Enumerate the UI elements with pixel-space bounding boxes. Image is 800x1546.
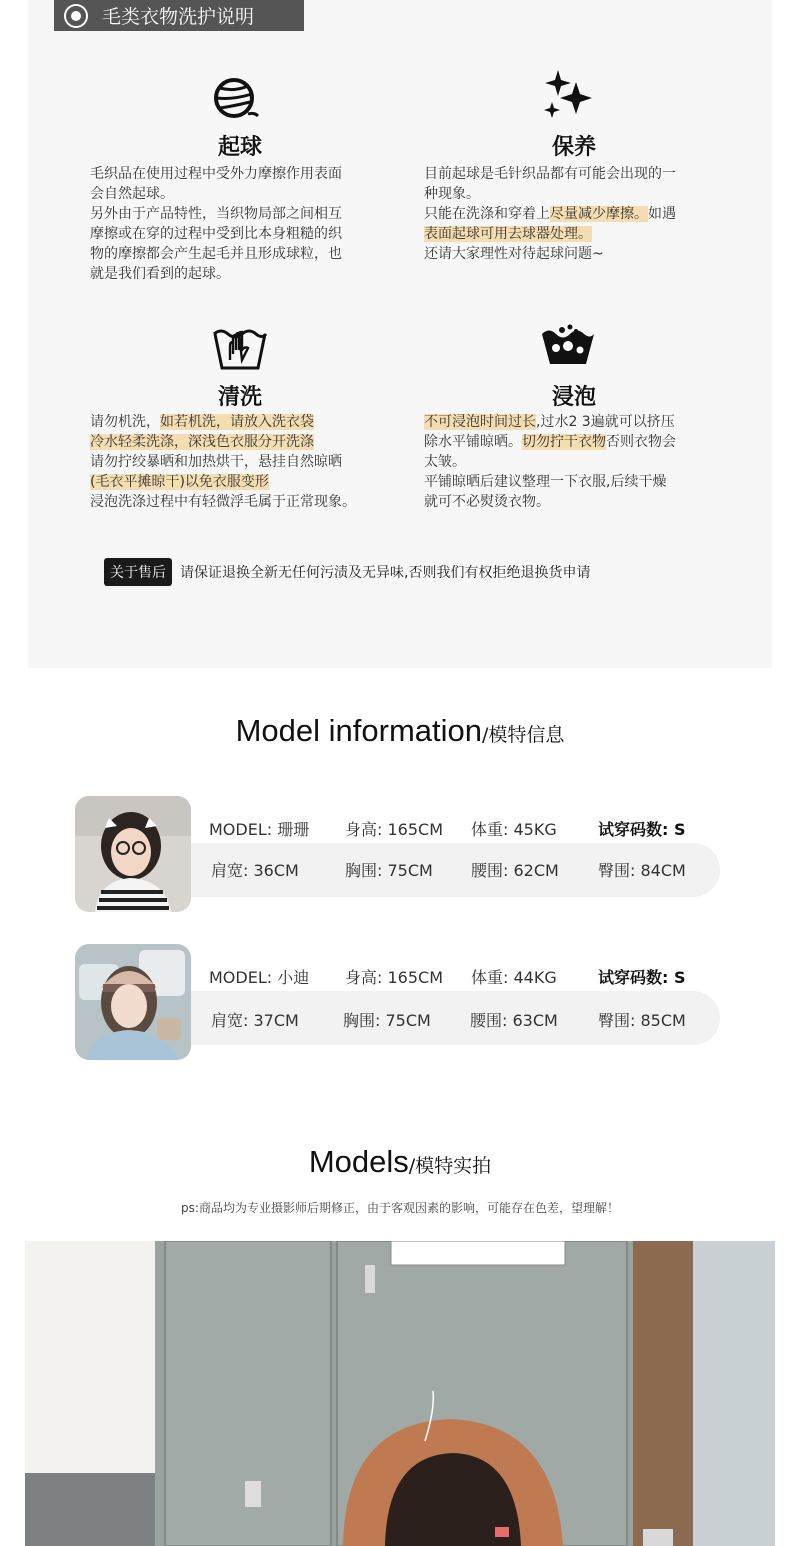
brand-logo-icon	[64, 4, 88, 28]
highlighted-text: 如若机洗，请放入洗衣袋	[160, 414, 314, 430]
model-name: MODEL: 小迪	[209, 968, 310, 987]
model-info-title-en: Model information	[235, 713, 482, 748]
care-text: 否则衣物会	[606, 434, 676, 450]
care-desc-line	[90, 164, 342, 184]
model-waist: 腰围: 63CM	[470, 1011, 558, 1030]
care-text: 如遇	[648, 206, 676, 222]
model-weight: 体重: 45KG	[471, 820, 557, 839]
models-title-en: Models	[308, 1144, 409, 1179]
highlighted-text: 不可浸泡时间过长	[424, 414, 536, 430]
model-photo-large	[25, 1241, 775, 1546]
care-desc-line	[90, 412, 356, 432]
care-desc-line	[424, 472, 676, 492]
care-desc-line	[424, 204, 676, 224]
model-info-title-cn: /模特信息	[482, 724, 565, 746]
model-height: 身高: 165CM	[345, 968, 443, 987]
care-text: 浸泡洗涤过程中有轻微浮毛属于正常现象。	[90, 494, 356, 510]
care-text: 只能在洗涤和穿着上	[424, 206, 550, 222]
model-photo	[75, 944, 191, 1060]
model-card	[75, 796, 720, 912]
care-text: 目前起球是毛针织品都有可能会出现的一	[424, 166, 676, 182]
care-desc-line	[424, 164, 676, 184]
model-card	[75, 944, 720, 1060]
care-title-pilling: 起球	[217, 135, 262, 160]
sparkle-icon	[540, 68, 594, 124]
model-weight: 体重: 44KG	[471, 968, 557, 987]
soak-basin-icon	[540, 324, 596, 366]
model-name: MODEL: 珊珊	[209, 820, 310, 839]
care-desc-line	[424, 432, 676, 452]
care-header-title: 毛类衣物洗护说明	[102, 6, 255, 28]
highlighted-text: 尽量减少摩擦。	[550, 206, 648, 222]
care-desc-line	[90, 264, 342, 284]
care-desc-line	[424, 452, 676, 472]
care-text: 另外由于产品特性，当织物局部之间相互	[90, 206, 342, 222]
hand-wash-icon	[212, 320, 268, 372]
care-desc-line	[424, 184, 676, 204]
model-chest: 胸围: 75CM	[343, 1011, 431, 1030]
care-header	[54, 0, 304, 31]
care-desc-line	[90, 472, 356, 492]
care-text: 种现象。	[424, 186, 480, 202]
care-desc-line	[90, 204, 342, 224]
care-desc-pilling	[90, 164, 342, 284]
care-desc-line	[424, 412, 676, 432]
model-info-title	[0, 713, 800, 749]
care-title-washing: 清洗	[217, 385, 262, 410]
care-text: 就可不必熨烫衣物。	[424, 494, 550, 510]
care-desc-soaking	[424, 412, 676, 512]
care-text: 物的摩擦都会产生起毛并且形成球粒，也	[90, 246, 342, 262]
after-sales-tag: 关于售后	[104, 558, 172, 586]
model-height: 身高: 165CM	[345, 820, 443, 839]
care-text: ,过水2 3遍就可以挤压	[536, 414, 675, 430]
care-desc-line	[424, 492, 676, 512]
models-title-cn: /模特实拍	[408, 1155, 492, 1177]
model-hip: 臀围: 85CM	[598, 1011, 686, 1030]
highlighted-text: 切勿拧干衣物	[522, 434, 606, 450]
care-text: 毛织品在使用过程中受外力摩擦作用表面	[90, 166, 342, 182]
model-shoulder: 肩宽: 37CM	[211, 1011, 299, 1030]
model-size: 试穿码数: S	[598, 968, 686, 987]
care-text: 平铺晾晒后建议整理一下衣服,后续干燥	[424, 474, 667, 490]
highlighted-text: 表面起球可用去球器处理。	[424, 226, 592, 242]
care-text: 除水平铺晾晒。	[424, 434, 522, 450]
care-desc-washing	[90, 412, 356, 512]
care-text: 请勿拧绞暴晒和加热烘干，悬挂自然晾晒	[90, 454, 342, 470]
care-text: 请勿机洗，	[90, 414, 160, 430]
care-desc-line	[424, 224, 676, 244]
care-desc-line	[90, 492, 356, 512]
care-text: 太皱。	[424, 454, 466, 470]
care-title-soaking: 浸泡	[551, 385, 596, 410]
model-shoulder: 肩宽: 36CM	[211, 861, 299, 880]
yarn-ball-icon	[212, 74, 260, 122]
model-size: 试穿码数: S	[598, 820, 686, 839]
after-sales-notice	[104, 558, 590, 586]
care-title-maintenance: 保养	[551, 135, 596, 160]
care-text: 摩擦或在穿的过程中受到比本身粗糙的织	[90, 226, 342, 242]
after-sales-note: 请保证退换全新无任何污渍及无异味,否则我们有权拒绝退换货申请	[180, 565, 591, 581]
model-waist: 腰围: 62CM	[471, 861, 559, 880]
color-disclaimer-note: ps:商品均为专业摄影师后期修正，由于客观因素的影响，可能存在色差，望理解！	[181, 1201, 619, 1215]
care-desc-line	[90, 452, 356, 472]
models-title	[0, 1144, 800, 1180]
care-desc-line	[90, 184, 342, 204]
care-text: 就是我们看到的起球。	[90, 266, 230, 282]
highlighted-text: 冷水轻柔洗涤，深浅色衣服分开洗涤	[90, 434, 314, 450]
care-text: 会自然起球。	[90, 186, 174, 202]
care-desc-maintenance	[424, 164, 676, 264]
care-text: 还请大家理性对待起球问题~	[424, 246, 604, 262]
care-desc-line	[90, 244, 342, 264]
care-desc-line	[424, 244, 676, 264]
care-desc-line	[90, 224, 342, 244]
care-desc-line	[90, 432, 356, 452]
highlighted-text: (毛衣平摊晾干)以免衣服变形	[90, 474, 269, 490]
model-hip: 臀围: 84CM	[598, 861, 686, 880]
model-photo	[75, 796, 191, 912]
model-chest: 胸围: 75CM	[345, 861, 433, 880]
